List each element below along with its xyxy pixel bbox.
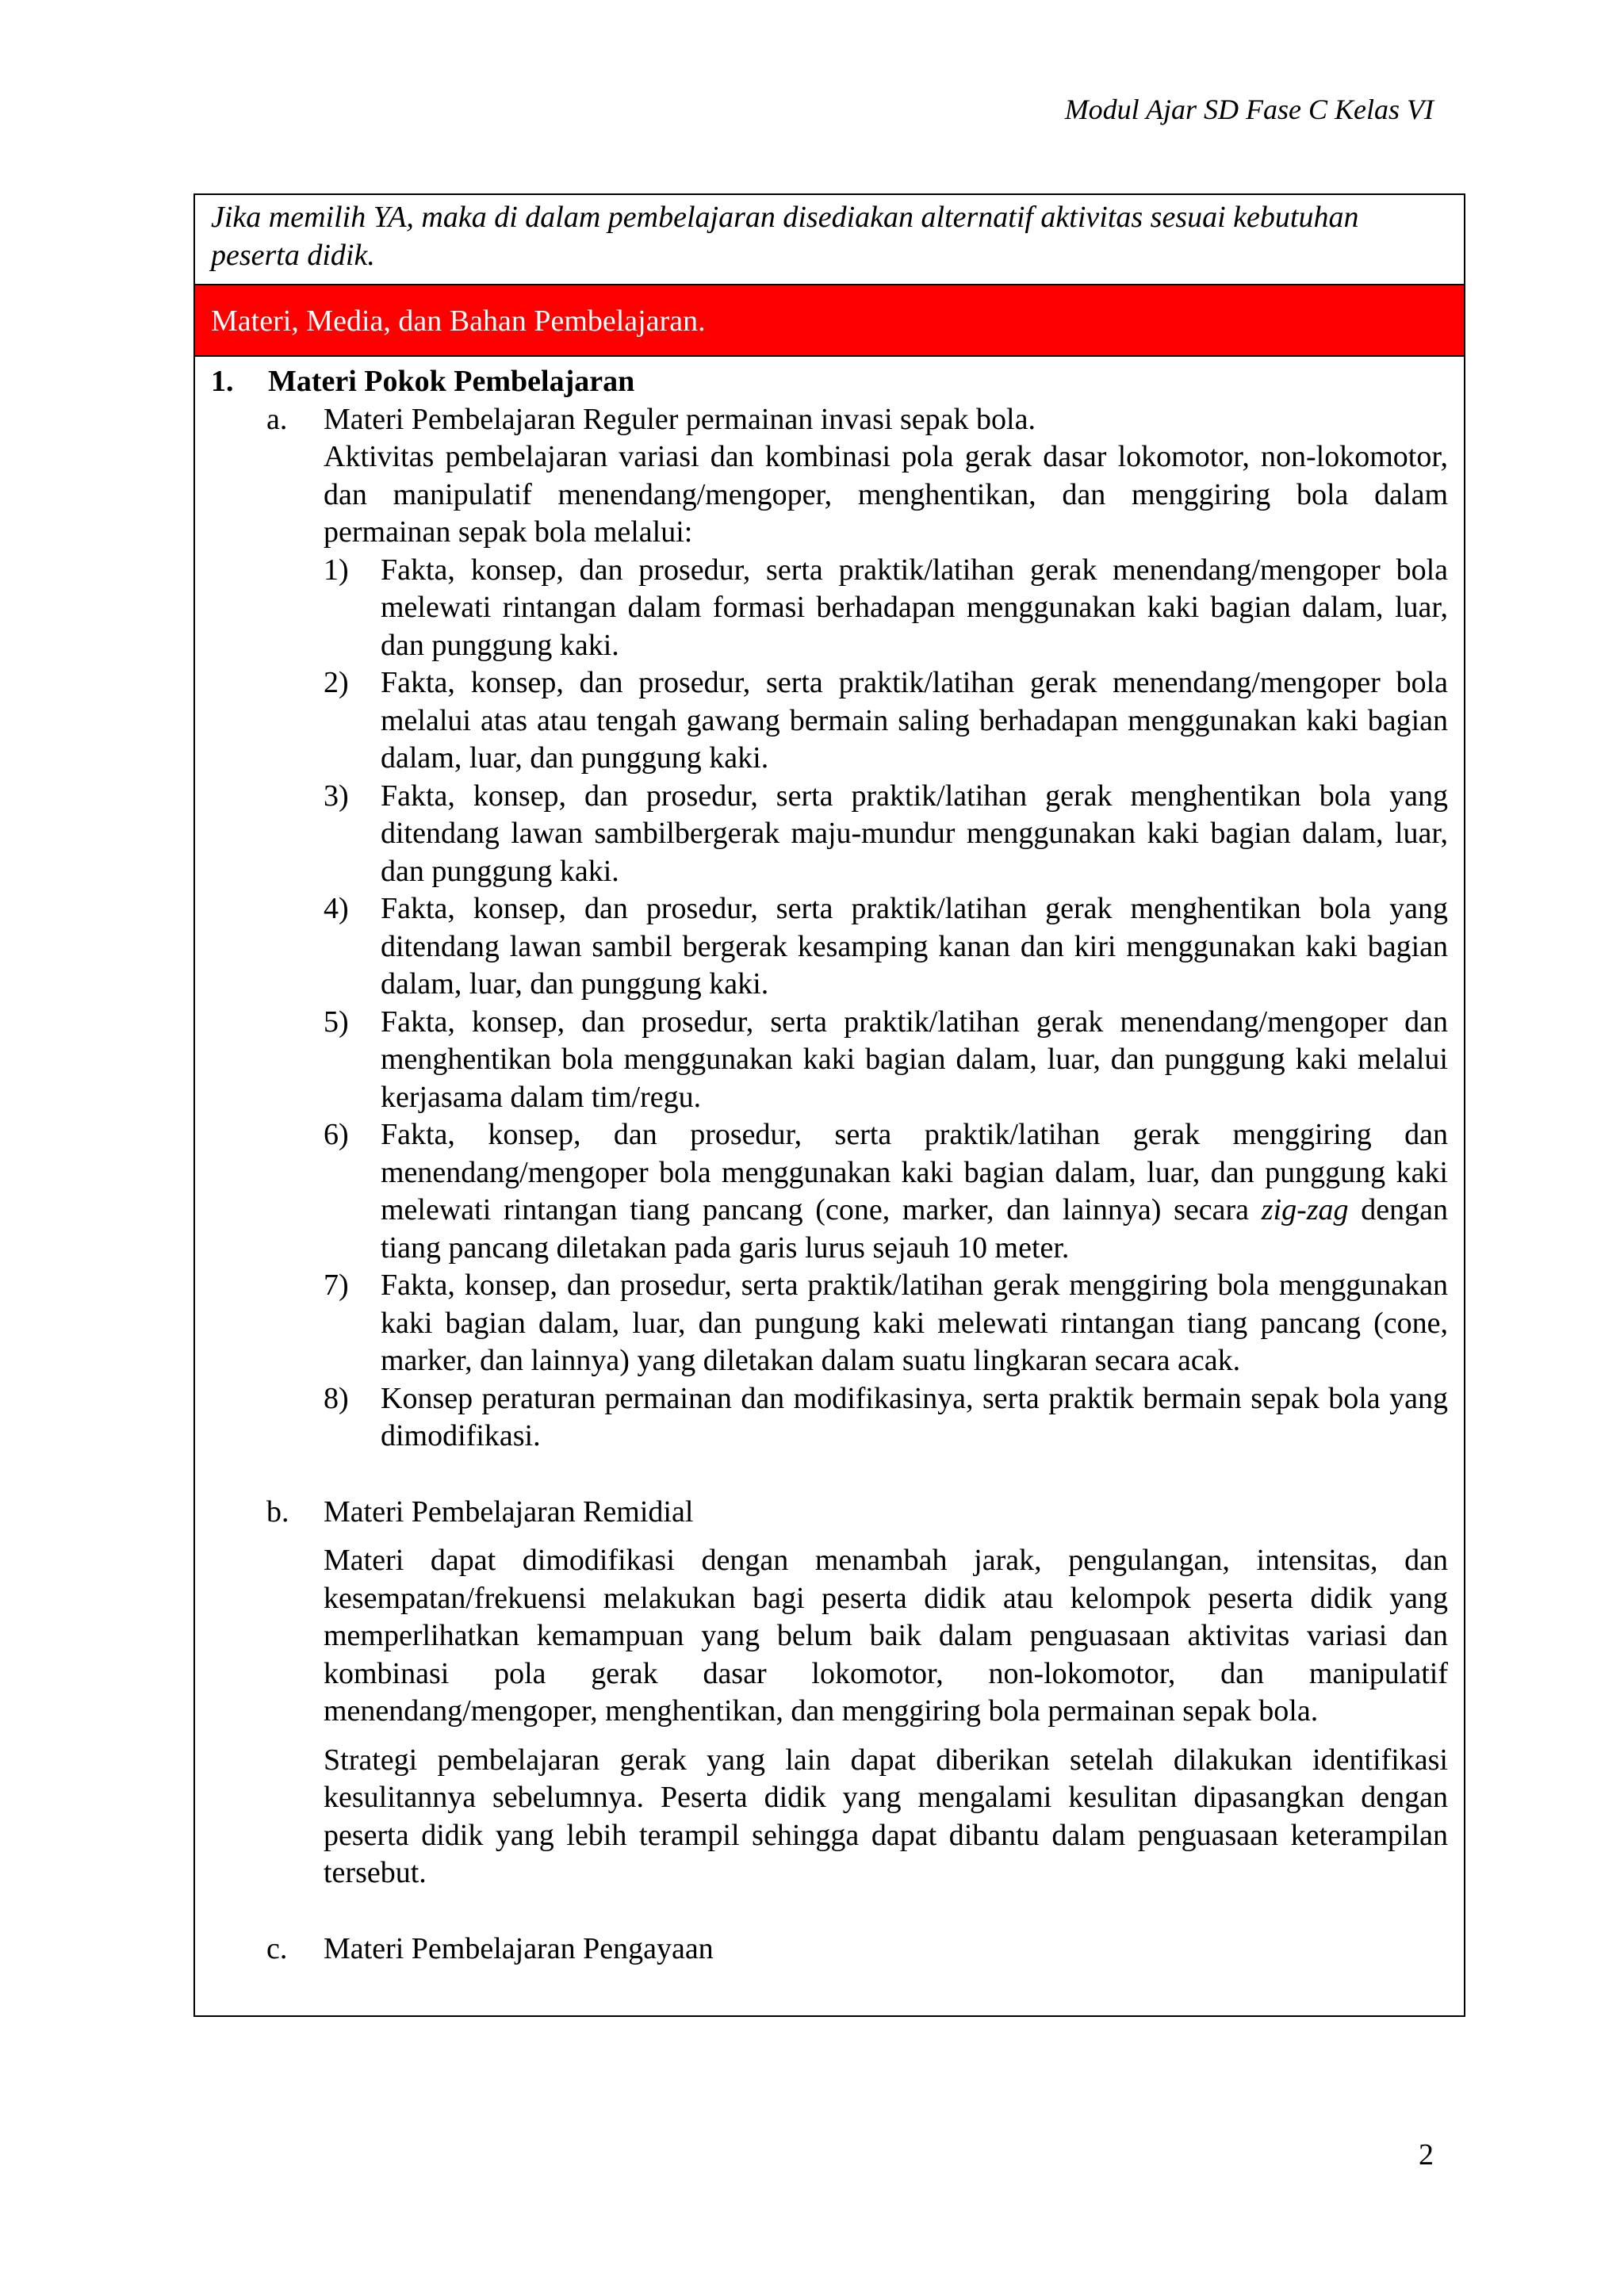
subsection-a	[266, 401, 1448, 1456]
list-item	[324, 1267, 1448, 1380]
section-heading	[211, 363, 1448, 401]
subsection-b-letter: b.	[266, 1494, 289, 1529]
content-table	[193, 193, 1465, 2017]
list-item-text-part: dengan tiang pancang diletakan pada garis lurus sejauh 10 meter.	[381, 1193, 1449, 1265]
list-item	[324, 1116, 1448, 1267]
subsection-a-heading: Materi Pembelajaran Reguler permainan invasi sepak bola.	[324, 402, 1036, 436]
list-item-text: Konsep peraturan permainan dan modifikasinya, serta praktik bermain sepak bola yang dimodifikasi.	[381, 1381, 1448, 1452]
list-item-number: 3)	[324, 779, 349, 813]
section-number: 1.	[211, 365, 234, 398]
subsection-c-heading: Materi Pembelajaran Pengayaan	[324, 1931, 714, 1965]
list-item-number: 5)	[324, 1004, 349, 1039]
subsection-b-heading: Materi Pembelajaran Remidial	[324, 1494, 694, 1529]
list-item	[324, 890, 1448, 1004]
list-item-text: Fakta, konsep, dan prosedur, serta praktik/latihan gerak menggiring bola menggunakan kaki bagian dalam, luar, dan pungung kaki melewati rintangan tiang pancang (cone, marker, dan lainnya) yang diletakan dalam suatu lingkaran secara acak.	[381, 1269, 1448, 1377]
subsection-c-letter: c.	[266, 1931, 288, 1965]
list-item-text: Fakta, konsep, dan prosedur, serta praktik/latihan gerak menendang/mengoper dan menghentikan bola menggunakan kaki bagian dalam, luar, dan punggung kaki melalui kerjasama dalam tim/regu.	[381, 1004, 1448, 1114]
list-item-number: 2)	[324, 666, 349, 699]
list-item-number: 7)	[324, 1269, 349, 1302]
list-item-emphasis: zig-zag	[1261, 1193, 1349, 1226]
list-item	[324, 778, 1448, 891]
list-item-text: Fakta, konsep, dan prosedur, serta praktik/latihan gerak menghentikan bola yang ditendang lawan sambilbergerak maju-mundur menggunakan kaki bagian dalam, luar, dan punggung kaki.	[381, 779, 1448, 888]
subsection-b	[266, 1494, 1448, 1892]
running-header: Modul Ajar SD Fase C Kelas VI	[1064, 94, 1434, 125]
list-item-number: 6)	[324, 1118, 349, 1151]
list-item	[324, 664, 1448, 778]
list-item	[324, 1004, 1448, 1117]
subsection-c	[266, 1931, 1448, 1969]
subsection-a-letter: a.	[266, 402, 288, 436]
section-title: Materi Pokok Pembelajaran	[268, 365, 635, 398]
list-item-text: Fakta, konsep, dan prosedur, serta praktik/latihan gerak menendang/mengoper bola melalui atas atau tengah gawang bermain saling berhadapan menggunakan kaki bagian dalam, luar, dan punggung kaki.	[381, 666, 1448, 775]
subsection-b-paragraph-1: Materi dapat dimodifikasi dengan menambah jarak, pengulangan, intensitas, dan kesempatan/frekuensi melakukan bagi peserta didik atau kelompok peserta didik yang memperlihatkan kemampuan yang belum baik dalam penguasaan aktivitas variasi dan kombinasi pola gerak dasar lokomotor, non-lokomotor, dan manipulatif menendang/mengoper, menghentikan, dan menggiring bola permainan sepak bola.	[324, 1544, 1448, 1728]
list-item-text: Fakta, konsep, dan prosedur, serta praktik/latihan gerak menghentikan bola yang ditendang lawan sambil bergerak kesamping kanan dan kiri menggunakan kaki bagian dalam, luar, dan punggung kaki.	[381, 892, 1448, 1001]
list-item-text	[381, 1116, 1448, 1267]
subsection-a-intro: Aktivitas pembelajaran variasi dan kombinasi pola gerak dasar lokomotor, non-lokomotor, dan manipulatif menendang/mengoper, menghentikan, dan menggiring bola dalam permainan sepak bola melalui:	[324, 440, 1448, 549]
list-item	[324, 1380, 1448, 1456]
subsection-b-paragraph-2: Strategi pembelajaran gerak yang lain dapat diberikan setelah dilakukan identifikasi kesulitannya sebelumnya. Peserta didik yang mengalami kesulitan dipasangkan dengan peserta didik yang lebih terampil sehingga dapat dibantu dalam penguasaan keterampilan tersebut.	[324, 1743, 1448, 1889]
list-item-number: 4)	[324, 892, 349, 925]
section-band: Materi, Media, dan Bahan Pembelajaran.	[195, 285, 1464, 357]
page-number: 2	[1419, 2138, 1434, 2172]
list-item	[324, 552, 1448, 665]
list-item-number: 1)	[324, 553, 349, 587]
list-item-text-part: Fakta, konsep, dan prosedur, serta praktik/latihan gerak menggiring dan menendang/mengoper bola menggunakan kaki bagian dalam, luar, dan punggung kaki melewati rintangan tiang pancang (cone, marker, dan lainnya) secara	[381, 1118, 1448, 1226]
list-item-text: Fakta, konsep, dan prosedur, serta praktik/latihan gerak menendang/mengoper bola melewati rintangan dalam formasi berhadapan menggunakan kaki bagian dalam, luar, dan punggung kaki.	[381, 553, 1448, 662]
differentiation-note: Jika memilih YA, maka di dalam pembelajaran disediakan alternatif aktivitas sesuai kebutuhan peserta didik.	[195, 195, 1464, 285]
list-item-number: 8)	[324, 1381, 349, 1415]
section-content	[195, 357, 1464, 1968]
material-list	[324, 552, 1448, 1456]
